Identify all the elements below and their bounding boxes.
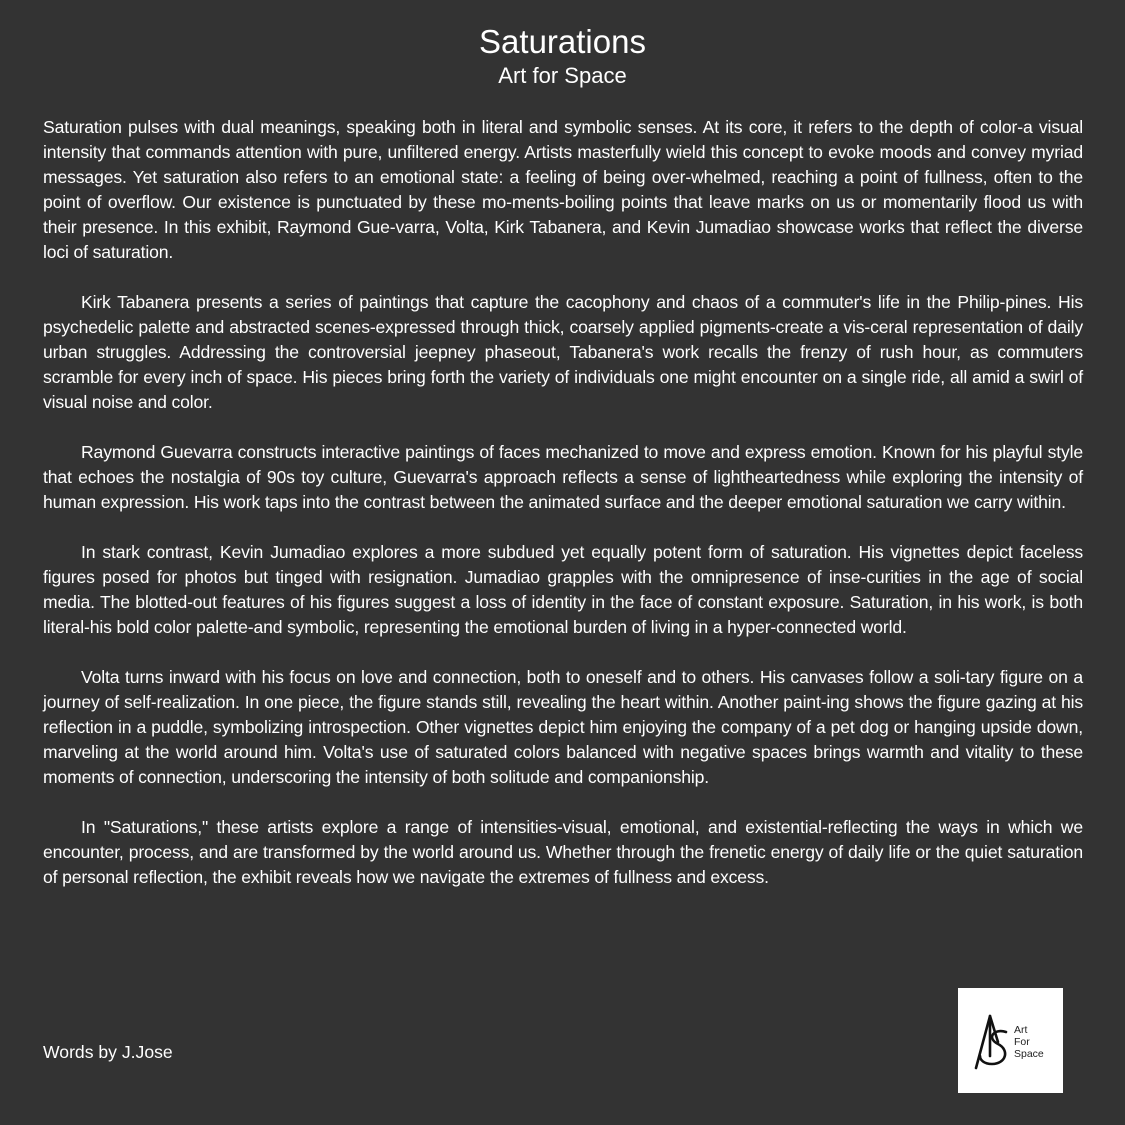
paragraph-volta: Volta turns inward with his focus on love and connection, both to oneself and to others. His canvases follow a soli-tary figure on a journey of self-realization. In one piece, the figure stands still, revealing the heart within. Another paint-ing shows the figure gazing at his reflection in a puddle, symbolizing introspection. Other vignettes depict him enjoying the company of a pet dog or hanging upside down, marveling at the world around him. Volta's use of saturated colors balanced with negative spaces brings warmth and vitality to these moments of connection, underscoring the intensity of both solitude and companionship.	[43, 667, 1083, 787]
paragraph-kirk-tabanera: Kirk Tabanera presents a series of paintings that capture the cacophony and chaos of a commuter's life in the Philip-pines. His psychedelic palette and abstracted scenes-expressed through thick, coarsely applied pigments-create a vis-ceral representation of daily urban struggles. Addressing the controversial jeepney phaseout, Tabanera's work recalls the frenzy of rush hour, as commuters scramble for every inch of space. His pieces bring forth the variety of individuals one might encounter on a single ride, all amid a swirl of visual noise and color.	[43, 292, 1083, 412]
paragraph-conclusion: In "Saturations," these artists explore a range of intensities-visual, emotional, and existential-reflecting the ways in which we encounter, process, and are transformed by the world around us. Whether through the frenetic energy of daily life or the quiet saturation of personal reflection, the exhibit reveals how we navigate the extremes of fullness and excess.	[43, 817, 1083, 887]
page-subtitle: Art for Space	[498, 63, 627, 88]
art-for-space-logo	[958, 988, 1063, 1093]
paragraph-kevin-jumadiao: In stark contrast, Kevin Jumadiao explores a more subdued yet equally potent form of saturation. His vignettes depict faceless figures posed for photos but tinged with resignation. Jumadiao grapples with the omnipresence of inse-curities in the age of social media. The blotted-out features of his figures suggest a loss of identity in the face of constant exposure. Saturation, in his work, is both literal-his bold color palette-and symbolic, representing the emotional burden of living in a hyper-connected world.	[43, 542, 1083, 637]
page-title: Saturations	[479, 23, 646, 60]
paragraph-raymond-guevarra: Raymond Guevarra constructs interactive paintings of faces mechanized to move and express emotion. Known for his playful style that echoes the nostalgia of 90s toy culture, Guevarra's approach reflects a sense of lightheartedness while exploring the intensity of human expression. His work taps into the contrast between the animated surface and the deeper emotional saturation we carry within.	[43, 442, 1083, 512]
paragraph-intro: Saturation pulses with dual meanings, speaking both in literal and symbolic senses. At its core, it refers to the depth of color-a visual intensity that commands attention with pure, unfiltered energy. Artists masterfully wield this concept to evoke moods and convey myriad messages. Yet saturation also refers to an emotional state: a feeling of being over-whelmed, reaching a point of fullness, often to the point of overflow. Our existence is punctuated by these mo-ments-boiling points that leave marks on us or momentarily flood us with their presence. In this exhibit, Raymond Gue-varra, Volta, Kirk Tabanera, and Kevin Jumadiao showcase works that reflect the diverse loci of saturation.	[43, 117, 1083, 262]
header	[0, 22, 1125, 90]
logo-line-art: Art	[1014, 1024, 1028, 1036]
logo-line-space: Space	[1014, 1048, 1044, 1060]
author-credit: Words by J.Jose	[43, 1042, 173, 1062]
logo-wordmark	[1014, 1024, 1044, 1060]
logo-line-for: For	[1014, 1036, 1030, 1048]
article-body	[43, 115, 1083, 915]
logo-mark-icon	[972, 1012, 1020, 1070]
